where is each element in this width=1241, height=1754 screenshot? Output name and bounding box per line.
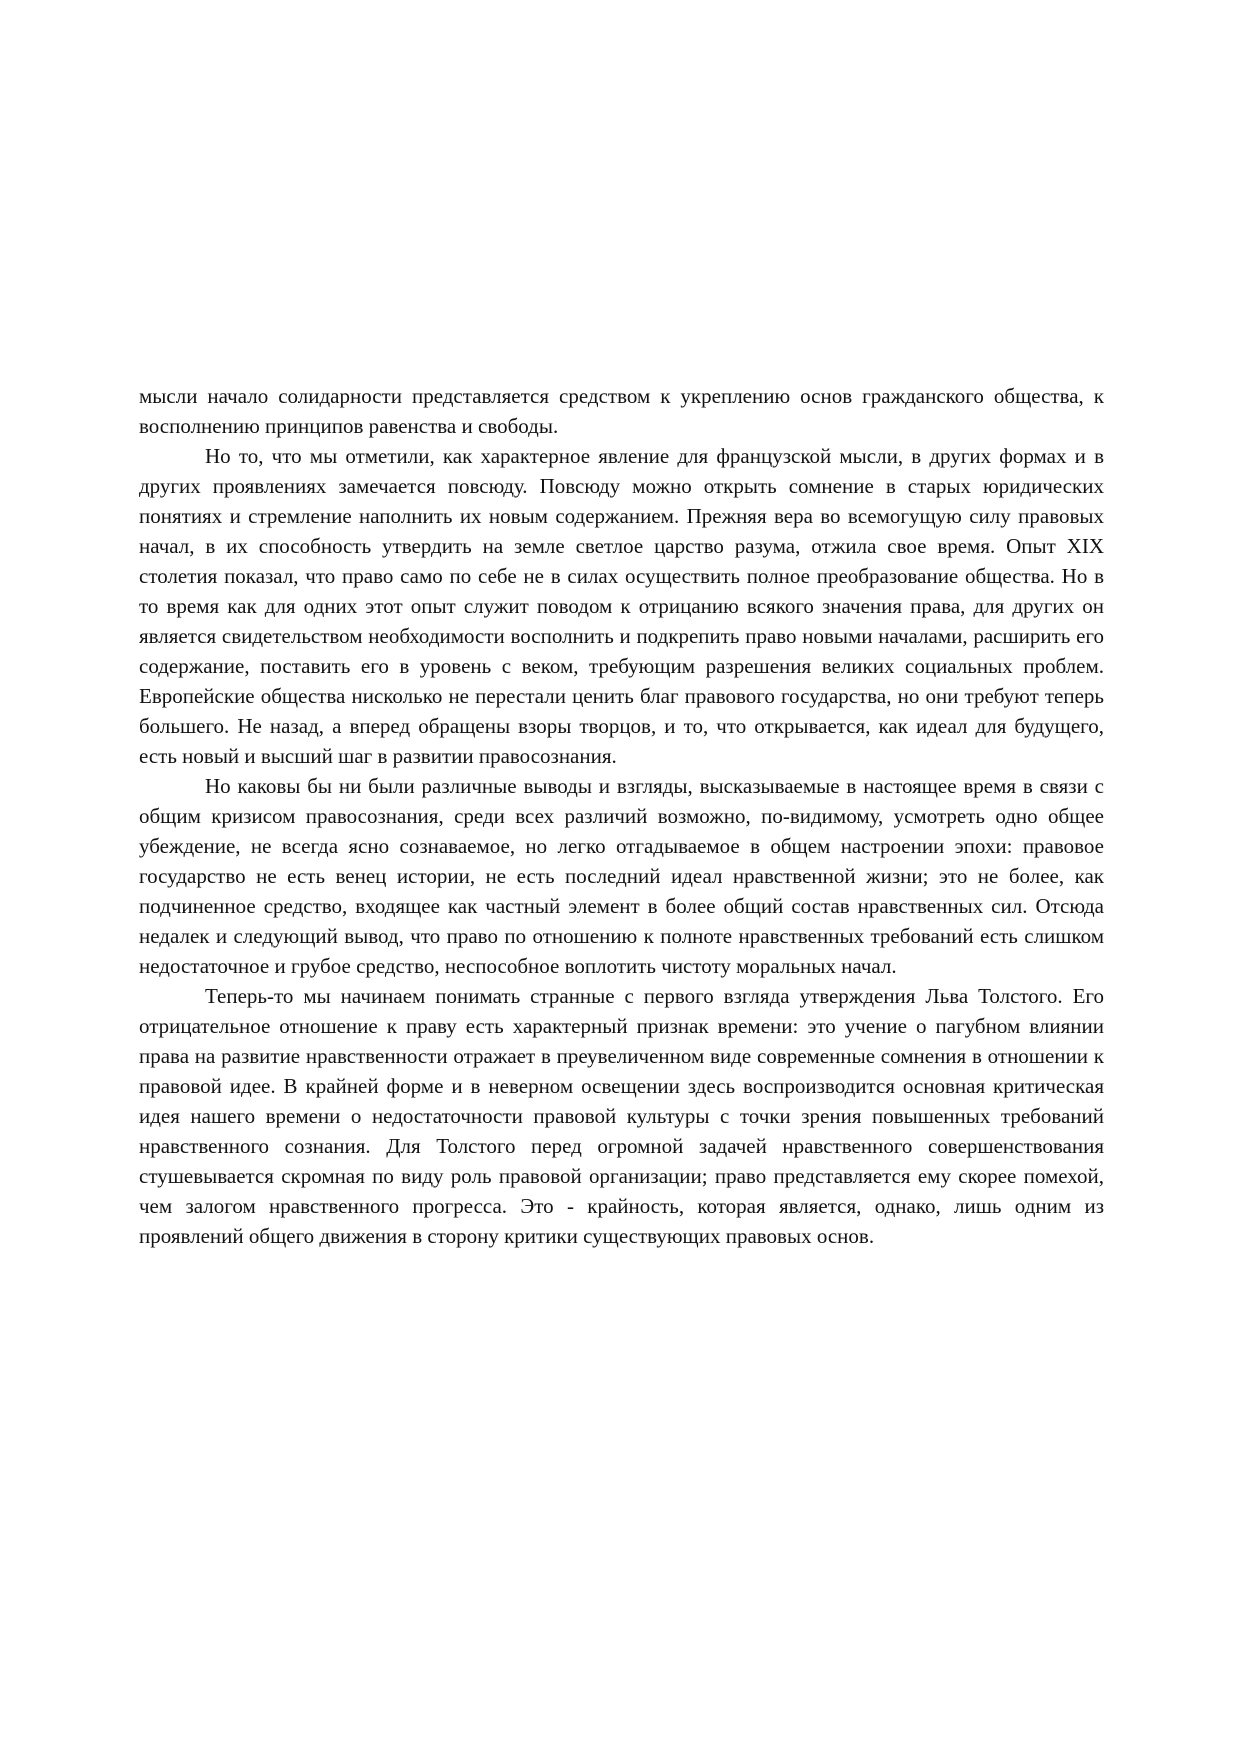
- paragraph-2: Но то, что мы отметили, как характерное явление для французской мысли, в других формах и в других проявлениях замечается повсюду. Повсюду можно открыть сомнение в старых юридических понятиях и стремление наполнить их новым содержанием. Прежняя вера во всемогущую силу правовых начал, в их способность утвердить на земле светлое царство разума, отжила свое время. Опыт XIX столетия показал, что право само по себе не в силах осуществить полное преобразование общества. Но в то время как для одних этот опыт служит поводом к отрицанию всякого значения права, для других он является свидетельством необходимости восполнить и подкрепить право новыми началами, расширить его содержание, поставить его в уровень с веком, требующим разрешения великих социальных проблем. Европейские общества нисколько не перестали ценить благ правового государства, но они требуют теперь большего. Не назад, а вперед обращены взоры творцов, и то, что открывается, как идеал для будущего, есть новый и высший шаг в развитии правосознания.: [139, 444, 1104, 768]
- paragraph-3: Но каковы бы ни были различные выводы и взгляды, высказываемые в настоящее время в связи с общим кризисом правосознания, среди всех различий возможно, по-видимому, усмотреть одно общее убеждение, не всегда ясно сознаваемое, но легко отгадываемое в общем настроении эпохи: правовое государство не есть венец истории, не есть последний идеал нравственной жизни; это не более, как подчиненное средство, входящее как частный элемент в более общий состав нравственных сил. Отсюда недалек и следующий вывод, что право по отношению к полноте нравственных требований есть слишком недостаточное и грубое средство, неспособное воплотить чистоту моральных начал.: [139, 774, 1104, 978]
- paragraph-4: Теперь-то мы начинаем понимать странные с первого взгляда утверждения Льва Толстого. Его отрицательное отношение к праву есть характерный признак времени: это учение о пагубном влиянии права на развитие нравственности отражает в преувеличенном виде современные сомнения в отношении к правовой идее. В крайней форме и в неверном освещении здесь воспроизводится основная критическая идея нашего времени о недостаточности правовой культуры с точки зрения повышенных требований нравственного сознания. Для Толстого перед огромной задачей нравственного совершенствования стушевывается скромная по виду роль правовой организации; право представляется ему скорее помехой, чем залогом нравственного прогресса. Это - крайность, которая является, однако, лишь одним из проявлений общего движения в сторону критики существующих правовых основ.: [139, 984, 1104, 1248]
- paragraph-1: мысли начало солидарности представляется средством к укреплению основ гражданского общества, к восполнению принципов равенства и свободы.: [139, 384, 1104, 438]
- body-text: [139, 381, 1104, 1251]
